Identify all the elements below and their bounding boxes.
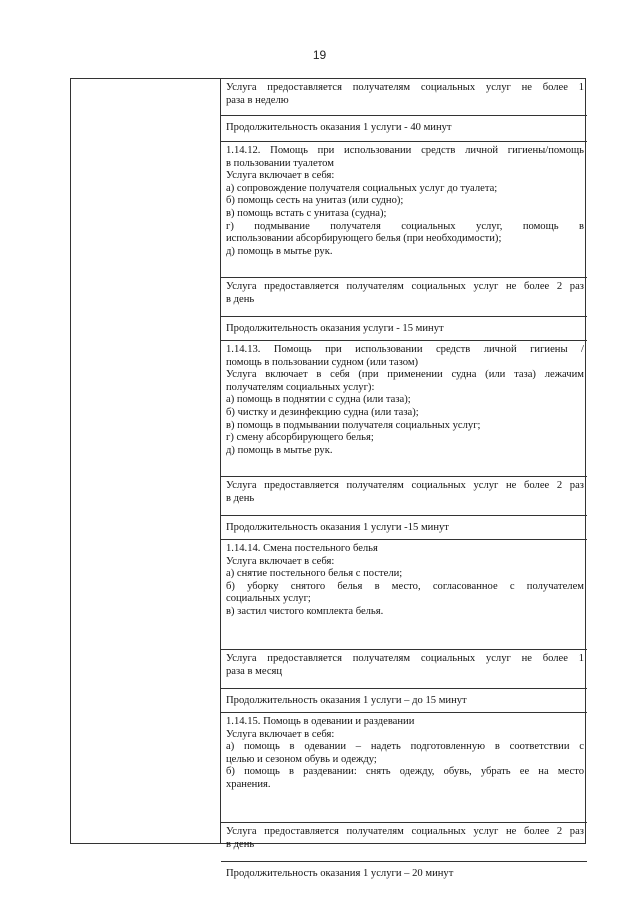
text-line: в) застил чистого комплекта белья.: [226, 605, 384, 617]
text-line: б) уборку снятого белья в место, согласованное с получателем: [226, 580, 584, 592]
text-line: б) помощь в раздевании: снять одежду, обувь, убрать ее на место: [226, 766, 584, 778]
text-line: Услуга включает в себя:: [226, 555, 335, 567]
text-line: б) чистку и дезинфекцию судна (или таза);: [226, 406, 419, 418]
text-line: Услуга предоставляется получателям социальных услуг не более 1: [226, 653, 584, 664]
text-line: а) снятие постельного белья с постели;: [226, 568, 403, 580]
text-line: в пользовании туалетом: [226, 157, 334, 169]
text-line: Услуга предоставляется получателям социальных услуг не более 2 раз: [226, 480, 584, 491]
text-line: д) помощь в мытье рук.: [226, 444, 333, 456]
text-line: Продолжительность оказания услуги - 15 минут: [226, 323, 444, 334]
text-line: в) помощь в подмывании получателя социальных услуг;: [226, 419, 481, 431]
table-row: [221, 516, 587, 540]
text-line: 1.14.13. Помощь при использовании средств личной гигиены /: [226, 344, 584, 355]
text-line: Услуга предоставляется получателям социальных услуг не более 1: [226, 82, 584, 93]
text-line: использовании абсорбирующего белья (при необходимости);: [226, 233, 502, 245]
text-line: 1.14.15. Помощь в одевании и раздевании: [226, 716, 415, 727]
text-line: д) помощь в мытье рук.: [226, 245, 333, 257]
service-table: [70, 78, 586, 879]
text-line: хранения.: [226, 778, 271, 790]
page-number: 19: [312, 48, 327, 62]
text-line: Продолжительность оказания 1 услуги - 40 минут: [226, 122, 452, 133]
table-row: [221, 341, 587, 477]
table-row: [221, 650, 587, 689]
text-line: б) помощь сесть на унитаз (или судно);: [226, 195, 404, 207]
text-line: Продолжительность оказания 1 услуги – 20 минут: [226, 868, 454, 879]
table-row: [221, 317, 587, 341]
table-row: [221, 689, 587, 713]
text-line: а) сопровождение получателя социальных услуг до туалета;: [226, 182, 498, 194]
table-row: [221, 540, 587, 650]
table-row: [221, 278, 587, 317]
text-line: 1.14.12. Помощь при использовании средств личной гигиены/помощь: [226, 145, 584, 156]
table-row: [221, 823, 587, 862]
text-line: Услуга включает в себя:: [226, 728, 335, 740]
text-line: Услуга предоставляется получателям социальных услуг не более 2 раз: [226, 826, 584, 837]
table-row: [221, 477, 587, 516]
text-line: 1.14.14. Смена постельного белья: [226, 543, 378, 554]
table-row: [221, 116, 587, 142]
text-line: г) смену абсорбирующего белья;: [226, 432, 374, 444]
text-line: в день: [226, 492, 255, 504]
text-line: а) помощь в поднятии с судна (или таза);: [226, 394, 411, 406]
text-line: а) помощь в одевании – надеть подготовленную в соответствии с: [226, 741, 584, 753]
text-line: раза в неделю: [226, 94, 289, 106]
text-line: в) помощь встать с унитаза (судна);: [226, 207, 387, 219]
text-line: в день: [226, 293, 255, 305]
text-line: помощь в пользовании судном (или тазом): [226, 356, 419, 368]
text-line: г) подмывание получателя социальных услуг, помощь в: [226, 220, 584, 232]
text-line: социальных услуг;: [226, 593, 311, 605]
table-row: [221, 713, 587, 823]
text-line: Продолжительность оказания 1 услуги – до 15 минут: [226, 695, 467, 706]
text-line: раза в месяц: [226, 665, 283, 677]
table-row: [221, 862, 587, 881]
text-line: получателям социальных услуг):: [226, 381, 375, 393]
text-line: Продолжительность оказания 1 услуги -15 минут: [226, 522, 449, 533]
text-line: в день: [226, 838, 255, 850]
text-line: Услуга включает в себя (при применении судна (или таза) лежачим: [226, 369, 584, 381]
text-line: целью и сезоном обувь и одежду;: [226, 753, 377, 765]
table-row: [221, 79, 587, 116]
text-line: Услуга включает в себя:: [226, 170, 335, 182]
empty-left-column: [71, 79, 221, 843]
text-line: Услуга предоставляется получателям социальных услуг не более 2 раз: [226, 281, 584, 292]
table-row: [221, 142, 587, 278]
